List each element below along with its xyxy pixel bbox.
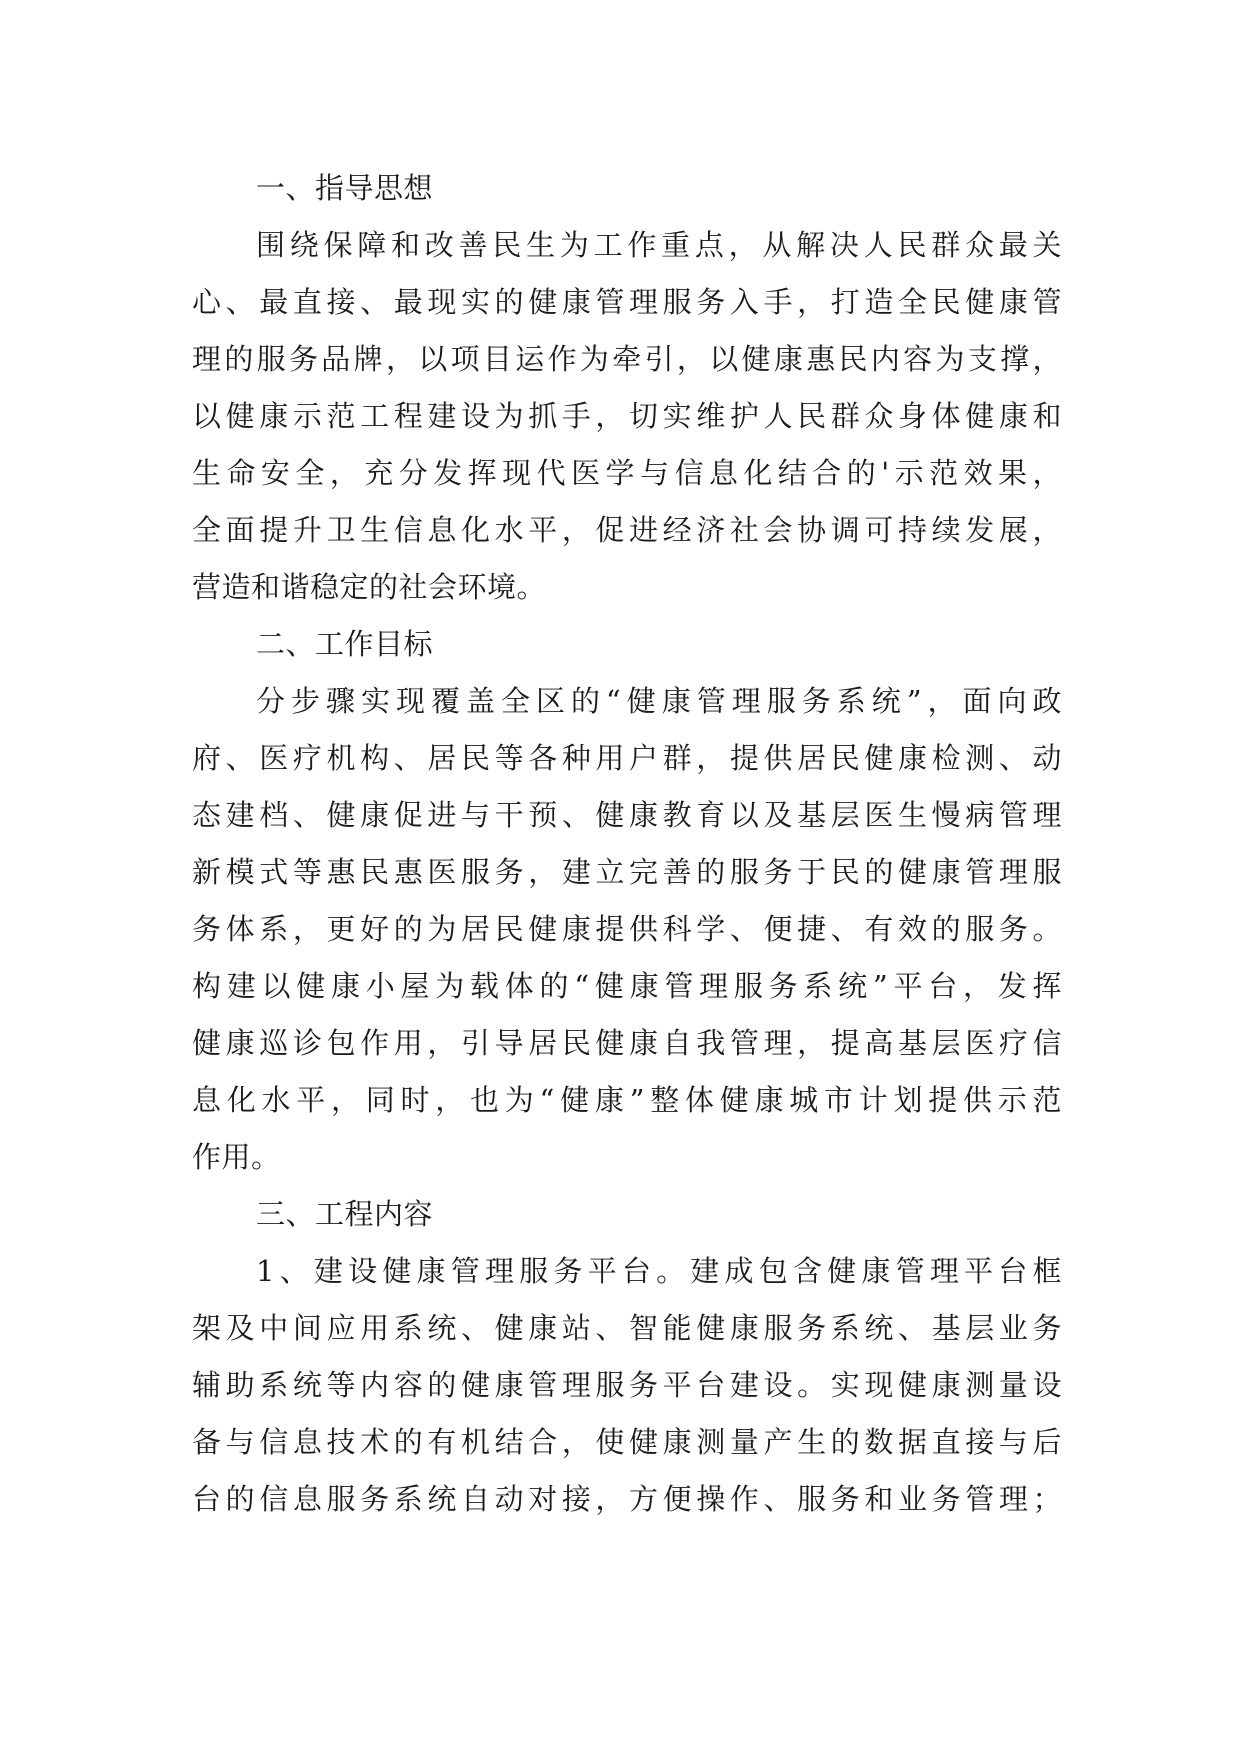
paragraph-line: 构建以健康小屋为载体的“健康管理服务系统”平台，发挥 — [192, 969, 1062, 1003]
paragraph-line: 分步骤实现覆盖全区的“健康管理服务系统”，面向政 — [256, 684, 1062, 718]
paragraph-1 — [192, 217, 1062, 616]
paragraph-line: 健康巡诊包作用，引导居民健康自我管理，提高基层医疗信 — [192, 1026, 1062, 1060]
section-heading-3: 三、工程内容 — [256, 1197, 434, 1231]
paragraph-line: 态建档、健康促进与干预、健康教育以及基层医生慢病管理 — [192, 798, 1062, 832]
paragraph-line: 全面提升卫生信息化水平，促进经济社会协调可持续发展， — [192, 513, 1062, 547]
paragraph-2 — [192, 673, 1062, 1186]
paragraph-3 — [192, 1243, 1062, 1528]
paragraph-line: 以健康示范工程建设为抓手，切实维护人民群众身体健康和 — [192, 399, 1062, 433]
section-heading-2: 二、工作目标 — [256, 627, 434, 661]
paragraph-line: 心、最直接、最现实的健康管理服务入手，打造全民健康管 — [192, 285, 1062, 319]
paragraph-line: 府、医疗机构、居民等各种用户群，提供居民健康检测、动 — [192, 741, 1062, 775]
paragraph-line: 备与信息技术的有机结合，使健康测量产生的数据直接与后 — [192, 1425, 1062, 1459]
paragraph-line: 围绕保障和改善民生为工作重点，从解决人民群众最关 — [256, 228, 1062, 262]
paragraph-line: 新模式等惠民惠医服务，建立完善的服务于民的健康管理服 — [192, 855, 1062, 889]
paragraph-line: 台的信息服务系统自动对接，方便操作、服务和业务管理； — [192, 1482, 1062, 1516]
paragraph-line: 营造和谐稳定的社会环境。 — [192, 570, 547, 604]
paragraph-line: 息化水平，同时，也为“健康”整体健康城市计划提供示范 — [192, 1083, 1062, 1117]
paragraph-line: 架及中间应用系统、健康站、智能健康服务系统、基层业务 — [192, 1311, 1062, 1345]
paragraph-line: 1、建设健康管理服务平台。建成包含健康管理平台框 — [256, 1254, 1062, 1288]
paragraph-line: 辅助系统等内容的健康管理服务平台建设。实现健康测量设 — [192, 1368, 1062, 1402]
paragraph-line: 务体系，更好的为居民健康提供科学、便捷、有效的服务。 — [192, 912, 1062, 946]
paragraph-line: 理的服务品牌，以项目运作为牵引，以健康惠民内容为支撑， — [192, 342, 1062, 376]
document-body — [192, 160, 1062, 1528]
paragraph-line: 作用。 — [192, 1140, 281, 1174]
section-heading-1: 一、指导思想 — [256, 171, 434, 205]
paragraph-line: 生命安全，充分发挥现代医学与信息化结合的'示范效果， — [192, 456, 1062, 490]
